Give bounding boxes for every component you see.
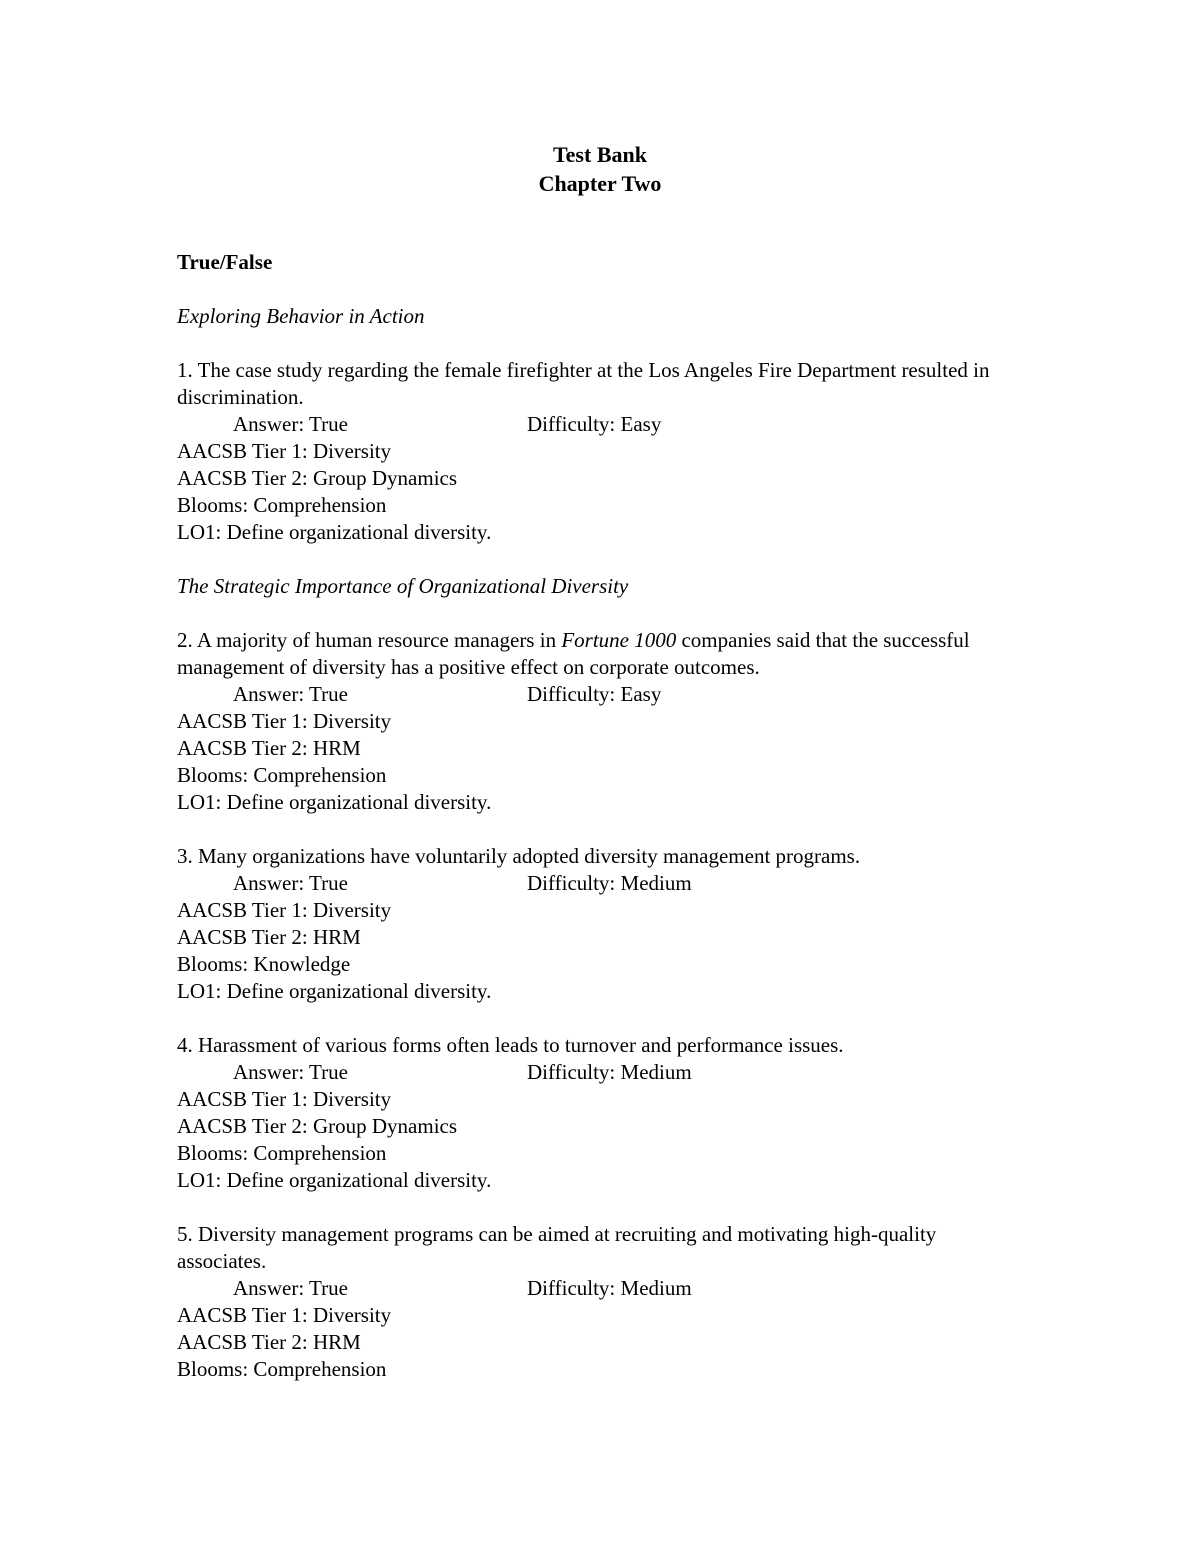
learning-objective: LO1: Define organizational diversity.	[177, 520, 492, 544]
aacsb-tier1: AACSB Tier 1: Diversity	[177, 1087, 392, 1111]
answer-line	[177, 411, 1017, 438]
blooms-level: Blooms: Comprehension	[177, 1141, 387, 1165]
subsection-heading: The Strategic Importance of Organizational Diversity	[177, 574, 629, 598]
answer-line	[177, 870, 1017, 897]
question-text-italic: Fortune 1000	[561, 628, 677, 652]
question-3	[177, 843, 1017, 1005]
aacsb-tier1: AACSB Tier 1: Diversity	[177, 1303, 392, 1327]
answer-value: Answer: True	[233, 1276, 348, 1300]
document-content	[177, 249, 1017, 1410]
answer-line	[177, 1059, 1017, 1086]
question-text-end: companies said that the successful management of diversity has a positive effect on corporate outcomes.	[177, 628, 970, 679]
answer-value: Answer: True	[233, 682, 348, 706]
document-subtitle: Chapter Two	[538, 171, 662, 196]
difficulty-value: Difficulty: Medium	[527, 1060, 692, 1084]
aacsb-tier2: AACSB Tier 2: Group Dynamics	[177, 1114, 458, 1138]
difficulty-value: Difficulty: Medium	[527, 871, 692, 895]
aacsb-tier2: AACSB Tier 2: HRM	[177, 736, 361, 760]
question-text-start: 2. A majority of human resource managers in	[177, 628, 562, 652]
subsection-heading: Exploring Behavior in Action	[177, 304, 425, 328]
aacsb-tier2: AACSB Tier 2: Group Dynamics	[177, 466, 458, 490]
difficulty-value: Difficulty: Medium	[527, 1276, 692, 1300]
question-4	[177, 1032, 1017, 1194]
question-1	[177, 357, 1017, 546]
learning-objective: LO1: Define organizational diversity.	[177, 1168, 492, 1192]
blooms-level: Blooms: Comprehension	[177, 763, 387, 787]
blooms-level: Blooms: Comprehension	[177, 493, 387, 517]
question-text	[177, 627, 1017, 681]
aacsb-tier2: AACSB Tier 2: HRM	[177, 1330, 361, 1354]
learning-objective: LO1: Define organizational diversity.	[177, 790, 492, 814]
aacsb-tier1: AACSB Tier 1: Diversity	[177, 898, 392, 922]
answer-line	[177, 681, 1017, 708]
answer-line	[177, 1275, 1017, 1302]
question-5	[177, 1221, 1017, 1383]
answer-value: Answer: True	[233, 412, 348, 436]
aacsb-tier1: AACSB Tier 1: Diversity	[177, 439, 392, 463]
learning-objective: LO1: Define organizational diversity.	[177, 979, 492, 1003]
answer-value: Answer: True	[233, 871, 348, 895]
difficulty-value: Difficulty: Easy	[527, 412, 662, 436]
section-heading: True/False	[177, 250, 273, 274]
question-2	[177, 627, 1017, 816]
difficulty-value: Difficulty: Easy	[527, 682, 662, 706]
aacsb-tier2: AACSB Tier 2: HRM	[177, 925, 361, 949]
document-title: Test Bank	[553, 142, 647, 167]
answer-value: Answer: True	[233, 1060, 348, 1084]
blooms-level: Blooms: Knowledge	[177, 952, 351, 976]
aacsb-tier1: AACSB Tier 1: Diversity	[177, 709, 392, 733]
blooms-level: Blooms: Comprehension	[177, 1357, 387, 1381]
question-text: 5. Diversity management programs can be aimed at recruiting and motivating high-quality associates.	[177, 1222, 937, 1273]
question-text: 3. Many organizations have voluntarily adopted diversity management programs.	[177, 844, 861, 868]
question-text: 4. Harassment of various forms often leads to turnover and performance issues.	[177, 1033, 844, 1057]
title-block	[0, 140, 1200, 198]
question-text: 1. The case study regarding the female firefighter at the Los Angeles Fire Department resulted in discrimination.	[177, 358, 990, 409]
